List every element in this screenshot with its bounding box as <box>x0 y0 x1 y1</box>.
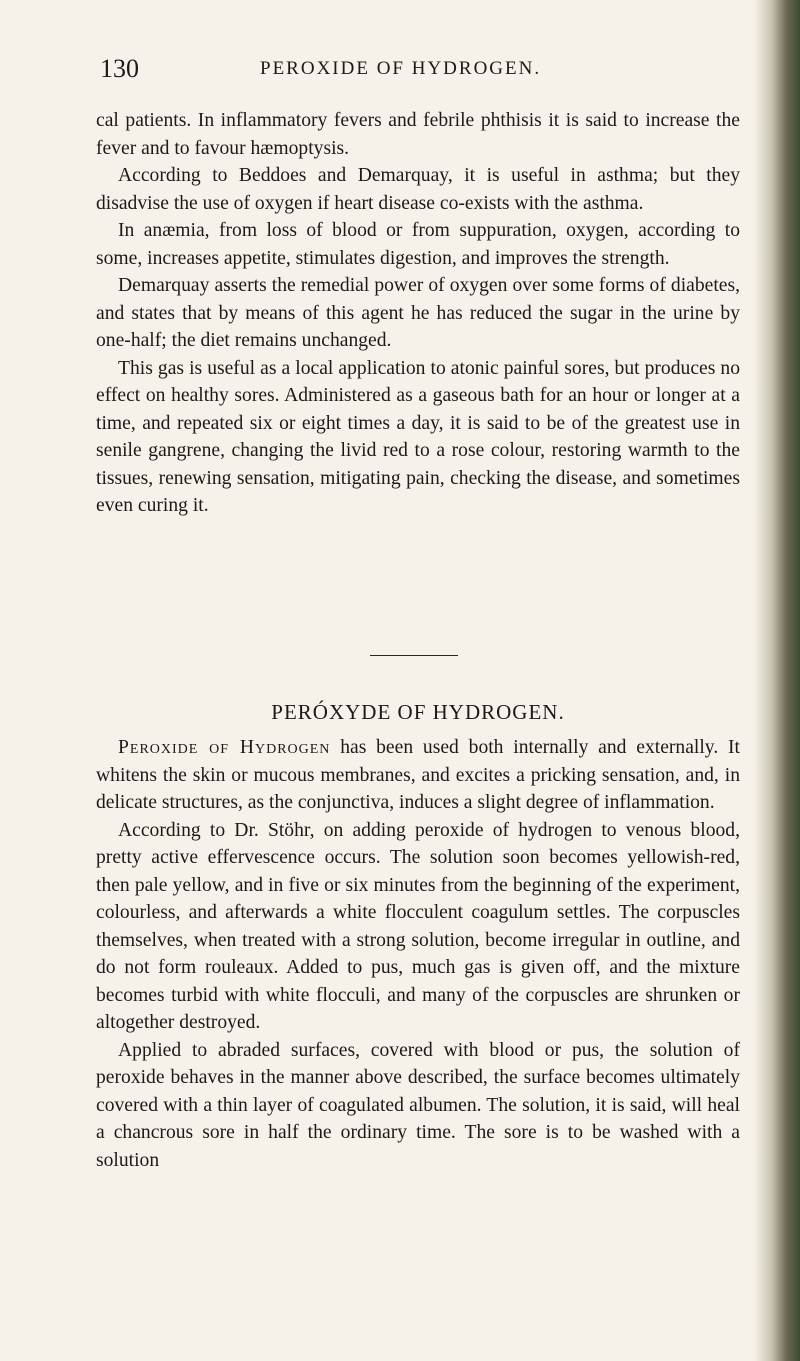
paragraph: According to Dr. Stöhr, on adding peroxide of hydrogen to venous blood, pretty active effervescence occurs. The solution soon becomes yellowish-red, then pale yellow, and in five or six minutes from the beginning of the experiment, colourless, and afterwards a white flocculent coagulum settles. The corpuscles themselves, when treated with a strong solution, become irregular in outline, and do not form rouleaux. Added to pus, much gas is given off, and the mixture becomes turbid with white flocculi, and many of the corpuscles are shrunken or altogether destroyed. <box>96 819 740 1033</box>
section-divider <box>370 655 458 656</box>
page-number: 130 <box>100 54 139 83</box>
page-header <box>100 54 740 88</box>
lead-paragraph <box>96 734 740 817</box>
paragraph: In anæmia, from loss of blood or from suppuration, oxygen, according to some, increases appetite, stimulates digestion, and improves the strength. <box>96 220 740 269</box>
paragraph: According to Beddoes and Demarquay, it is useful in asthma; but they disadvise the use of oxygen if heart disease co-exists with the asthma. <box>96 165 740 214</box>
running-title: PEROXIDE OF HYDROGEN. <box>260 58 542 79</box>
lead-small-caps: Peroxide of Hydrogen <box>118 737 331 758</box>
paragraph: Applied to abraded surfaces, covered with blood or pus, the solution of peroxide behaves in the manner above described, the surface becomes ultimately covered with a thin layer of coagulated albumen. The solution, it is said, will heal a chancrous sore in half the ordinary time. The sore is to be washed with a solution <box>96 1039 740 1171</box>
section-oxygen-text <box>96 107 740 520</box>
section-title: PERÓXYDE OF HYDROGEN. <box>271 700 565 724</box>
section-peroxide-text <box>96 734 740 1174</box>
paragraph: This gas is useful as a local application to atonic painful sores, but produces no effect on healthy sores. Administered as a gaseous bath for an hour or longer at a time, and repeated six or eight times a day, it is said to be of the greatest use in senile gangrene, changing the livid red to a rose colour, restoring warmth to the tissues, renewing sensation, mitigating pain, checking the disease, and sometimes even curing it. <box>96 357 740 516</box>
paragraph: cal patients. In inflammatory fevers and febrile phthisis it is said to increase the fever and to favour hæmoptysis. <box>96 110 740 159</box>
paragraph: Demarquay asserts the remedial power of oxygen over some forms of diabetes, and states that by means of this agent he has reduced the sugar in the urine by one-half; the diet remains unchanged. <box>96 275 740 351</box>
page-edge-shadow <box>754 0 800 1361</box>
lead-rest: has been used both internally and externally. It whitens the skin or mucous membranes, and excites a pricking sensation, and, in delicate structures, as the conjunctiva, induces a slight degree of inflammation. <box>96 737 740 813</box>
